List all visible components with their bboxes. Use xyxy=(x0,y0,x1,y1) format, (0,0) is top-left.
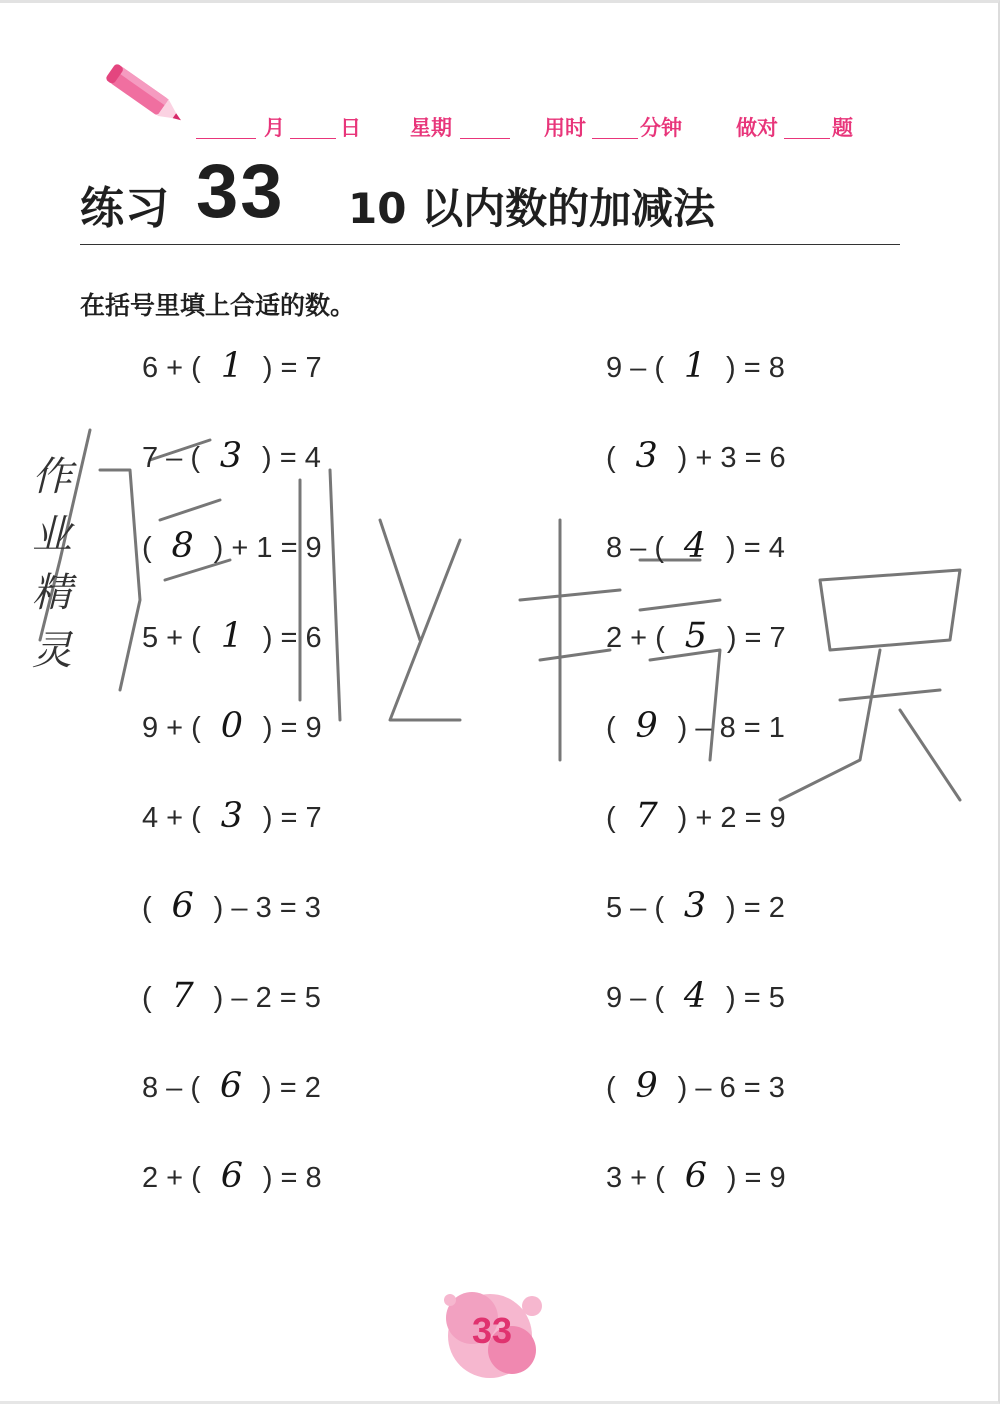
equation-suffix: ) = 2 xyxy=(726,892,785,924)
answer-slot[interactable] xyxy=(152,524,214,570)
equation-row xyxy=(142,704,322,748)
exercise-label: 练习 xyxy=(80,183,170,234)
equation-suffix: ) = 7 xyxy=(726,622,786,654)
answer-slot[interactable] xyxy=(616,794,678,840)
handwritten-answer: 0 xyxy=(220,706,243,746)
handwritten-answer: 8 xyxy=(171,526,194,566)
handwritten-answer: 3 xyxy=(219,436,243,476)
questions-label: 题 xyxy=(832,116,853,140)
equation-suffix: ) = 8 xyxy=(262,1162,322,1194)
answer-slot[interactable] xyxy=(201,704,263,750)
equation-suffix: ) = 7 xyxy=(262,352,322,384)
equation-prefix: 8 – ( xyxy=(606,532,665,564)
equation-prefix: ( xyxy=(142,892,152,924)
handwritten-answer: 4 xyxy=(683,526,707,566)
equation-prefix: 2 + ( xyxy=(142,1162,201,1194)
equation-row xyxy=(606,794,786,838)
answer-slot[interactable] xyxy=(152,884,214,930)
handwritten-answer: 5 xyxy=(684,616,707,656)
weekday-label: 星期 xyxy=(410,116,452,140)
equation-prefix: ( xyxy=(606,802,616,834)
page-number: 33 xyxy=(471,1310,513,1351)
handwritten-answer: 6 xyxy=(171,886,194,926)
equation-suffix: ) – 6 = 3 xyxy=(677,1072,785,1104)
handwritten-answer: 9 xyxy=(635,1066,658,1106)
equation-row xyxy=(606,344,785,388)
watermark-side-text xyxy=(32,448,82,680)
answer-slot[interactable] xyxy=(200,434,262,480)
answer-slot[interactable] xyxy=(201,794,263,840)
month-label: 月 xyxy=(264,116,285,140)
answer-slot[interactable] xyxy=(201,1154,263,1200)
equation-suffix: ) = 4 xyxy=(726,532,785,564)
answer-slot[interactable] xyxy=(616,1064,678,1110)
equation-row xyxy=(142,524,322,568)
handwritten-answer: 9 xyxy=(635,706,658,746)
answer-slot[interactable] xyxy=(616,434,678,480)
pencil-icon xyxy=(100,56,192,138)
answer-slot[interactable] xyxy=(664,884,726,930)
equation-suffix: ) – 8 = 1 xyxy=(677,712,785,744)
equation-prefix: 5 + ( xyxy=(142,622,201,654)
time-used-label: 用时 xyxy=(544,116,586,140)
equation-prefix: ( xyxy=(606,1072,616,1104)
handwritten-answer: 3 xyxy=(220,796,243,836)
day-label: 日 xyxy=(340,116,361,140)
equation-suffix: ) = 7 xyxy=(262,802,322,834)
equation-row xyxy=(606,1154,786,1198)
equation-suffix: ) = 4 xyxy=(262,442,321,474)
equation-row xyxy=(142,884,321,928)
equation-prefix: 4 + ( xyxy=(142,802,201,834)
equation-row xyxy=(142,1154,322,1198)
watermark-char: 灵 xyxy=(32,628,72,674)
equation-row xyxy=(142,1064,321,1108)
equation-suffix: ) = 2 xyxy=(262,1072,321,1104)
equation-row xyxy=(606,434,786,478)
answer-slot[interactable] xyxy=(616,704,678,750)
instruction-text: 在括号里填上合适的数。 xyxy=(80,291,356,320)
equation-suffix: ) = 9 xyxy=(262,712,322,744)
equation-prefix: 2 + ( xyxy=(606,622,665,654)
answer-slot[interactable] xyxy=(664,344,726,390)
equation-prefix: ( xyxy=(606,442,616,474)
answer-slot[interactable] xyxy=(664,524,726,570)
equation-row xyxy=(142,344,322,388)
equation-suffix: ) – 3 = 3 xyxy=(213,892,321,924)
equation-prefix: 5 – ( xyxy=(606,892,665,924)
answer-slot[interactable] xyxy=(200,1064,262,1110)
answer-slot[interactable] xyxy=(665,1154,727,1200)
handwritten-answer: 7 xyxy=(171,976,194,1016)
equation-suffix: ) + 2 = 9 xyxy=(677,802,786,834)
equation-prefix: 6 + ( xyxy=(142,352,201,384)
answer-slot[interactable] xyxy=(201,614,263,660)
equation-prefix: 9 – ( xyxy=(606,352,665,384)
handwritten-answer: 1 xyxy=(220,616,243,656)
equation-row xyxy=(142,434,321,478)
handwritten-answer: 4 xyxy=(683,976,707,1016)
answer-slot[interactable] xyxy=(152,974,214,1020)
equation-suffix: ) + 3 = 6 xyxy=(677,442,786,474)
equation-prefix: ( xyxy=(142,982,152,1014)
minutes-label: 分钟 xyxy=(640,116,682,140)
equation-prefix: 9 – ( xyxy=(606,982,665,1014)
equation-suffix: ) = 9 xyxy=(726,1162,786,1194)
equation-row xyxy=(606,614,786,658)
time-used-blank[interactable] xyxy=(592,138,638,139)
equation-row xyxy=(142,794,322,838)
day-blank[interactable] xyxy=(290,138,336,139)
equation-suffix: ) = 8 xyxy=(726,352,785,384)
equation-suffix: ) = 5 xyxy=(726,982,785,1014)
equation-prefix: 9 + ( xyxy=(142,712,201,744)
exercise-number: 33 xyxy=(196,149,285,234)
handwritten-answer: 3 xyxy=(635,436,658,476)
equation-row xyxy=(606,1064,785,1108)
equation-suffix: ) + 1 = 9 xyxy=(213,532,322,564)
title-divider xyxy=(80,244,900,245)
equation-prefix: 8 – ( xyxy=(142,1072,201,1104)
equation-prefix: ( xyxy=(606,712,616,744)
handwritten-answer: 1 xyxy=(220,346,243,386)
equation-prefix: 7 – ( xyxy=(142,442,201,474)
watermark-char: 业 xyxy=(32,512,72,558)
exercise-topic: 10 以内数的加减法 xyxy=(348,184,716,233)
handwritten-answer: 3 xyxy=(683,886,707,926)
equation-row xyxy=(142,974,321,1018)
handwritten-answer: 6 xyxy=(220,1156,243,1196)
equation-row xyxy=(606,974,785,1018)
correct-blank[interactable] xyxy=(784,138,830,139)
weekday-blank[interactable] xyxy=(460,138,510,139)
equation-suffix: ) – 2 = 5 xyxy=(213,982,321,1014)
watermark-char: 精 xyxy=(32,570,72,616)
handwritten-answer: 7 xyxy=(635,796,658,836)
equation-prefix: 3 + ( xyxy=(606,1162,665,1194)
handwritten-answer: 1 xyxy=(683,346,707,386)
month-blank[interactable] xyxy=(196,138,256,139)
equation-row xyxy=(606,524,785,568)
answer-slot[interactable] xyxy=(665,614,727,660)
equation-suffix: ) = 6 xyxy=(262,622,322,654)
equation-prefix: ( xyxy=(142,532,152,564)
watermark-big-text: 作业精灵 xyxy=(420,1240,424,1241)
handwritten-answer: 6 xyxy=(219,1066,243,1106)
handwritten-answer: 6 xyxy=(684,1156,707,1196)
answer-slot[interactable] xyxy=(664,974,726,1020)
equation-row xyxy=(606,884,785,928)
answer-slot[interactable] xyxy=(201,344,263,390)
equation-row xyxy=(142,614,322,658)
equation-row xyxy=(606,704,785,748)
watermark-char: 作 xyxy=(32,454,72,500)
correct-label: 做对 xyxy=(736,116,778,140)
